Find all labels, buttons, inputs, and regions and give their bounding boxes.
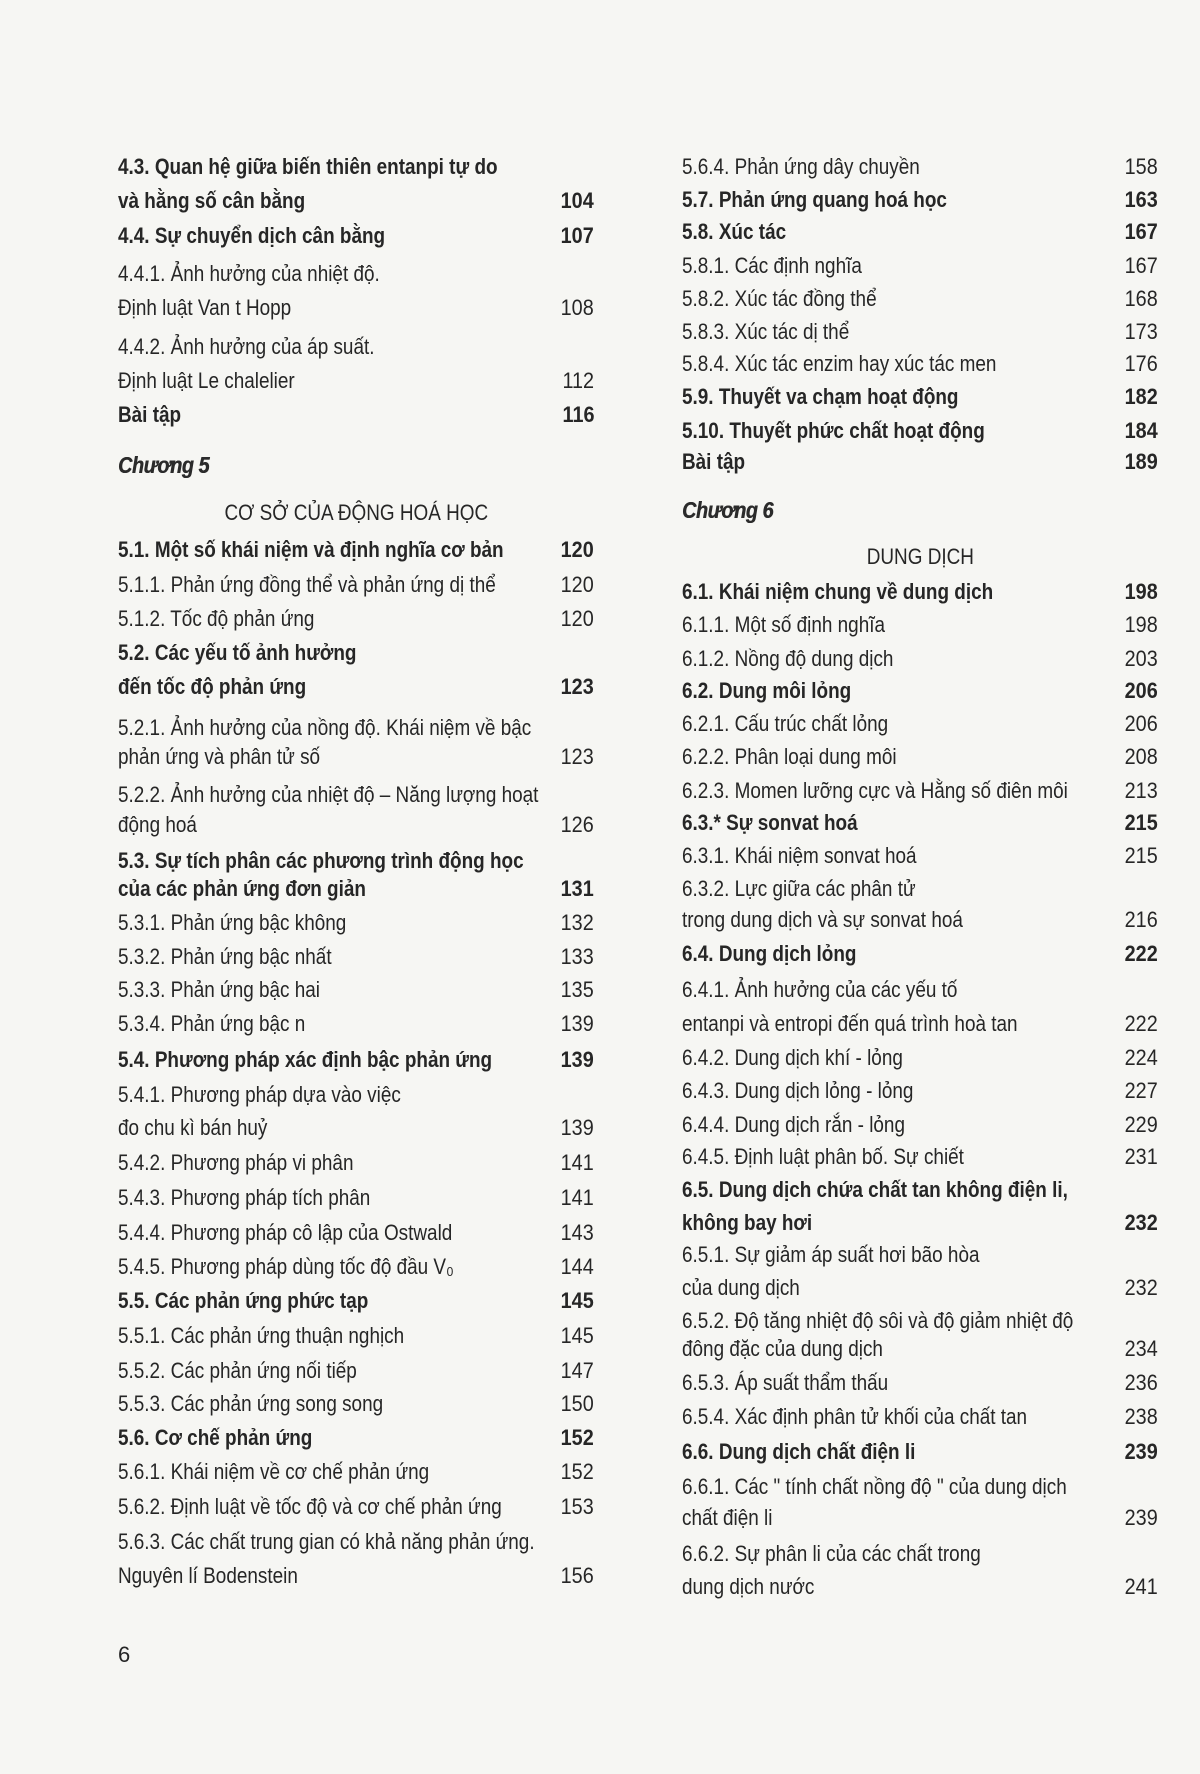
toc-entry-title: 6.1.1. Một số định nghĩa <box>682 612 886 637</box>
toc-entry-page: 206 <box>1124 711 1158 736</box>
toc-entry-title: CƠ SỞ CỦA ĐỘNG HOÁ HỌC <box>224 500 488 525</box>
toc-entry <box>682 1043 1158 1073</box>
toc-entry-title: 6.5. Dung dịch chứa chất tan không điện li, <box>682 1177 1068 1202</box>
toc-entry-page: 173 <box>1124 319 1158 344</box>
toc-entry-page: 116 <box>562 402 594 427</box>
toc-entry <box>682 1437 1158 1467</box>
toc-entry-title: 6.4.4. Dung dịch rắn - lỏng <box>682 1112 905 1137</box>
toc-entry-title: 6.1. Khái niệm chung về dung dịch <box>682 579 994 604</box>
toc-entry <box>682 1368 1158 1398</box>
toc-entry-title: 5.8.4. Xúc tác enzim hay xúc tác men <box>682 351 997 376</box>
toc-entry-page: 215 <box>1124 843 1158 868</box>
toc-entry <box>682 1175 1158 1205</box>
toc-entry <box>682 1334 1158 1364</box>
toc-entry <box>118 1286 594 1316</box>
toc-entry-title: 4.3. Quan hệ giữa biến thiên entanpi tự do <box>118 154 498 179</box>
toc-entry <box>118 186 594 216</box>
toc-entry-page: 147 <box>560 1358 594 1383</box>
toc-entry <box>118 604 594 634</box>
toc-entry-title: 5.6.1. Khái niệm về cơ chế phản ứng <box>118 1459 430 1484</box>
toc-entry <box>118 293 594 323</box>
toc-entry-page: 139 <box>560 1047 594 1072</box>
toc-entry-title: 6.4.3. Dung dịch lỏng - lỏng <box>682 1078 914 1103</box>
toc-entry <box>682 185 1158 215</box>
toc-entry-page: 215 <box>1124 810 1158 835</box>
toc-entry-page: 120 <box>560 572 594 597</box>
chapter-title <box>682 542 1158 572</box>
toc-entry-title: 6.3.* Sự sonvat hoá <box>682 810 858 835</box>
toc-entry <box>118 1045 594 1075</box>
toc-entry <box>682 1208 1158 1238</box>
toc-entry-title: của các phản ứng đơn giản <box>118 876 366 901</box>
toc-entry-page: 135 <box>560 977 594 1002</box>
toc-entry <box>682 1472 1158 1502</box>
toc-entry-title: trong dung dịch và sự sonvat hoá <box>682 907 963 932</box>
toc-entry-title: DUNG DỊCH <box>866 544 974 569</box>
toc-entry-title: 6.5.4. Xác định phân tử khối của chất tan <box>682 1404 1028 1429</box>
toc-entry <box>118 1321 594 1351</box>
toc-entry-title: 5.4.3. Phương pháp tích phân <box>118 1185 371 1210</box>
toc-entry <box>682 416 1158 446</box>
chapter-label <box>118 450 594 480</box>
toc-entry <box>118 1457 594 1487</box>
toc-entry <box>682 251 1158 281</box>
toc-entry-title: 5.4. Phương pháp xác định bậc phản ứng <box>118 1047 493 1072</box>
toc-entry <box>118 400 594 430</box>
toc-entry <box>682 841 1158 871</box>
toc-entry <box>682 284 1158 314</box>
toc-entry-title: 5.7. Phản ứng quang hoá học <box>682 187 947 212</box>
toc-entry <box>682 742 1158 772</box>
toc-entry <box>118 1561 594 1591</box>
toc-entry-title: 5.9. Thuyết va chạm hoạt động <box>682 384 959 409</box>
toc-entry-page: 231 <box>1124 1144 1158 1169</box>
toc-entry-title: 6.6. Dung dịch chất điện li <box>682 1439 916 1464</box>
toc-entry <box>118 152 594 182</box>
toc-entry <box>118 259 594 289</box>
toc-entry <box>118 535 594 565</box>
toc-entry-page: 198 <box>1124 579 1158 604</box>
toc-entry-title: 5.6.3. Các chất trung gian có khả năng phản ứng. <box>118 1529 535 1554</box>
toc-entry-title: 5.3.1. Phản ứng bậc không <box>118 910 347 935</box>
toc-entry-title: 6.4.1. Ảnh hưởng của các yếu tố <box>682 977 958 1002</box>
toc-entry <box>682 1539 1158 1569</box>
toc-entry-title: dung dịch nước <box>682 1574 815 1599</box>
toc-entry <box>682 217 1158 247</box>
toc-entry-title: 6.4. Dung dịch lỏng <box>682 941 857 966</box>
toc-entry <box>118 332 594 362</box>
toc-entry-page: 132 <box>560 910 594 935</box>
toc-entry-page: 222 <box>1124 941 1158 966</box>
toc-entry-page: 139 <box>560 1011 594 1036</box>
toc-entry <box>682 644 1158 674</box>
toc-entry <box>118 1113 594 1143</box>
toc-entry-page: 123 <box>560 674 594 699</box>
toc-entry <box>118 1389 594 1419</box>
toc-entry <box>682 317 1158 347</box>
toc-entry-title: 5.5.1. Các phản ứng thuận nghịch <box>118 1323 405 1348</box>
toc-entry <box>682 1306 1158 1336</box>
toc-entry-page: 239 <box>1124 1505 1158 1530</box>
toc-entry <box>682 152 1158 182</box>
toc-entry-page: 158 <box>1124 154 1158 179</box>
toc-entry-title: 5.2.2. Ảnh hưởng của nhiệt độ – Năng lượng hoạt <box>118 782 539 807</box>
toc-entry <box>118 366 594 396</box>
toc-entry-page: 234 <box>1124 1336 1158 1361</box>
toc-entry-title: Bài tập <box>682 449 746 474</box>
toc-entry-page: 167 <box>1124 219 1158 244</box>
toc-entry-page: 203 <box>1124 646 1158 671</box>
toc-entry <box>682 1572 1158 1602</box>
toc-entry-page: 120 <box>560 606 594 631</box>
toc-entry <box>682 1273 1158 1303</box>
toc-entry-page: 139 <box>560 1115 594 1140</box>
toc-entry-title: động hoá <box>118 812 197 837</box>
toc-entry <box>682 1110 1158 1140</box>
toc-entry <box>118 672 594 702</box>
page-number: 6 <box>118 1642 131 1667</box>
toc-entry-page: 224 <box>1124 1045 1158 1070</box>
toc-entry <box>118 975 594 1005</box>
toc-entry-title: 6.5.2. Độ tăng nhiệt độ sôi và độ giảm nhiệt độ <box>682 1308 1074 1333</box>
toc-entry-title: 5.4.2. Phương pháp vi phân <box>118 1150 354 1175</box>
toc-entry-title: 5.8.1. Các định nghĩa <box>682 253 862 278</box>
toc-entry <box>682 776 1158 806</box>
toc-entry-title: 5.8. Xúc tác <box>682 219 787 244</box>
toc-entry-title: 5.5. Các phản ứng phức tạp <box>118 1288 369 1313</box>
toc-entry <box>118 1492 594 1522</box>
toc-entry-title: 4.4.1. Ảnh hưởng của nhiệt độ. <box>118 261 380 286</box>
toc-entry-page: 107 <box>560 223 594 248</box>
toc-entry <box>682 1503 1158 1533</box>
toc-entry <box>682 382 1158 412</box>
toc-entry-title: 6.5.3. Áp suất thẩm thấu <box>682 1370 889 1395</box>
toc-entry <box>682 447 1158 477</box>
toc-entry-page: 133 <box>560 944 594 969</box>
toc-entry-page: 238 <box>1124 1404 1158 1429</box>
toc-entry <box>682 1009 1158 1039</box>
toc-entry-page: 182 <box>1124 384 1158 409</box>
toc-entry-page: 222 <box>1124 1011 1158 1036</box>
toc-entry-page: 131 <box>560 876 594 901</box>
toc-entry <box>118 1218 594 1248</box>
toc-entry-page: 167 <box>1124 253 1158 278</box>
toc-entry-page: 229 <box>1124 1112 1158 1137</box>
toc-entry-title: 6.2.2. Phân loại dung môi <box>682 744 897 769</box>
toc-entry-title: 5.6.2. Định luật về tốc độ và cơ chế phản ứng <box>118 1494 502 1519</box>
toc-entry-title: 5.3. Sự tích phân các phương trình động học <box>118 848 524 873</box>
toc-entry-page: 104 <box>560 188 594 213</box>
toc-entry-title: 6.3.2. Lực giữa các phân tử <box>682 876 916 901</box>
toc-entry <box>682 1076 1158 1106</box>
toc-entry-page: 241 <box>1124 1574 1158 1599</box>
toc-entry <box>682 905 1158 935</box>
toc-entry-page: 150 <box>560 1391 594 1416</box>
toc-entry-page: 163 <box>1124 187 1158 212</box>
toc-entry-page: 239 <box>1124 1439 1158 1464</box>
toc-entry-title: Nguyên lí Bodenstein <box>118 1563 298 1588</box>
toc-entry-title: 5.1.1. Phản ứng đồng thể và phản ứng dị thể <box>118 572 496 597</box>
toc-entry-page: 213 <box>1124 778 1158 803</box>
toc-entry-title: 5.10. Thuyết phức chất hoạt động <box>682 418 985 443</box>
toc-entry-page: 168 <box>1124 286 1158 311</box>
toc-entry-title: Chương 5 <box>118 452 209 478</box>
toc-entry-title: 6.1.2. Nồng độ dung dịch <box>682 646 894 671</box>
toc-entry-page: 206 <box>1124 678 1158 703</box>
toc-entry <box>118 1183 594 1213</box>
toc-entry <box>682 610 1158 640</box>
toc-entry <box>682 874 1158 904</box>
toc-entry-page: 108 <box>560 295 594 320</box>
toc-entry-title: 5.2.1. Ảnh hưởng của nồng độ. Khái niệm về bậc <box>118 715 532 740</box>
toc-entry <box>118 874 594 904</box>
toc-entry <box>118 846 594 876</box>
toc-entry-title: không bay hơi <box>682 1210 813 1235</box>
toc-entry-page: 120 <box>560 537 594 562</box>
toc-entry-title: 4.4. Sự chuyển dịch cân bằng <box>118 223 386 248</box>
toc-entry-title: 6.6.2. Sự phân li của các chất trong <box>682 1541 981 1566</box>
toc-entry-title: 5.1. Một số khái niệm và định nghĩa cơ bản <box>118 537 504 562</box>
toc-entry-page: 126 <box>560 812 594 837</box>
chapter-title <box>118 498 594 528</box>
toc-right-column <box>682 0 1158 1700</box>
toc-entry <box>118 1423 594 1453</box>
toc-entry-title: đông đặc của dung dịch <box>682 1336 883 1361</box>
toc-entry-title: 5.6. Cơ chế phản ứng <box>118 1425 313 1450</box>
toc-entry-title: và hằng số cân bằng <box>118 188 306 213</box>
toc-entry-title: phản ứng và phân tử số <box>118 744 321 769</box>
toc-entry <box>118 1252 594 1282</box>
toc-entry-title: Định luật Van t Hopp <box>118 295 292 320</box>
toc-entry-page: 198 <box>1124 612 1158 637</box>
toc-entry <box>682 676 1158 706</box>
toc-entry-title: chất điện li <box>682 1505 773 1530</box>
toc-entry <box>118 1356 594 1386</box>
toc-entry <box>682 1142 1158 1172</box>
toc-entry-title: đến tốc độ phản ứng <box>118 674 307 699</box>
toc-entry <box>682 1402 1158 1432</box>
toc-entry <box>118 1527 594 1557</box>
toc-entry-title: 5.1.2. Tốc độ phản ứng <box>118 606 315 631</box>
toc-entry-page: 227 <box>1124 1078 1158 1103</box>
toc-entry-page: 153 <box>560 1494 594 1519</box>
toc-entry-title: 5.5.2. Các phản ứng nối tiếp <box>118 1358 357 1383</box>
toc-entry-title: 5.3.2. Phản ứng bậc nhất <box>118 944 332 969</box>
toc-entry <box>118 1080 594 1110</box>
chapter-label <box>682 495 1158 525</box>
toc-entry-title: 5.4.4. Phương pháp cô lập của Ostwald <box>118 1220 453 1245</box>
toc-entry-title: 5.8.2. Xúc tác đồng thể <box>682 286 877 311</box>
toc-entry <box>682 939 1158 969</box>
toc-entry-title: đo chu kì bán huỷ <box>118 1115 268 1140</box>
toc-entry-title: 6.6.1. Các " tính chất nồng độ " của dung dịch <box>682 1474 1067 1499</box>
toc-entry-page: 112 <box>562 368 594 393</box>
toc-entry-page: 184 <box>1124 418 1158 443</box>
toc-entry-title: 6.2.3. Momen lưỡng cực và Hằng số điên môi <box>682 778 1068 803</box>
toc-entry-title: 5.6.4. Phản ứng dây chuyền <box>682 154 920 179</box>
toc-entry-page: 152 <box>560 1425 594 1450</box>
toc-entry-page: 156 <box>560 1563 594 1588</box>
toc-entry <box>682 349 1158 379</box>
toc-entry-page: 123 <box>560 744 594 769</box>
toc-entry-page: 236 <box>1124 1370 1158 1395</box>
toc-entry <box>118 570 594 600</box>
toc-entry-title: 6.5.1. Sự giảm áp suất hơi bão hòa <box>682 1242 980 1267</box>
toc-entry-title: 6.2. Dung môi lỏng <box>682 678 852 703</box>
toc-entry-page: 145 <box>560 1323 594 1348</box>
toc-entry-title: 5.3.3. Phản ứng bậc hai <box>118 977 321 1002</box>
toc-entry-title: entanpi và entropi đến quá trình hoà tan <box>682 1011 1018 1036</box>
toc-entry-title: 6.2.1. Cấu trúc chất lỏng <box>682 711 889 736</box>
toc-entry <box>682 577 1158 607</box>
toc-entry-title: Bài tập <box>118 402 182 427</box>
toc-entry <box>118 908 594 938</box>
toc-entry-title: 5.4.1. Phương pháp dựa vào việc <box>118 1082 401 1107</box>
toc-left-column <box>118 0 594 1700</box>
toc-entry-title: Định luật Le chalelier <box>118 368 295 393</box>
toc-entry <box>118 942 594 972</box>
toc-entry <box>118 742 594 772</box>
toc-entry-page: 144 <box>560 1254 594 1279</box>
toc-entry-title: của dung dịch <box>682 1275 800 1300</box>
toc-entry-title: 5.4.5. Phương pháp dùng tốc độ đầu V₀ <box>118 1254 454 1279</box>
toc-entry-page: 216 <box>1124 907 1158 932</box>
toc-entry-title: 6.3.1. Khái niệm sonvat hoá <box>682 843 917 868</box>
toc-entry <box>118 810 594 840</box>
toc-entry <box>682 975 1158 1005</box>
toc-entry-title: 6.4.5. Định luật phân bố. Sự chiết <box>682 1144 964 1169</box>
toc-entry-title: 5.8.3. Xúc tác dị thể <box>682 319 850 344</box>
toc-entry <box>118 221 594 251</box>
toc-entry-page: 176 <box>1124 351 1158 376</box>
toc-entry-title: 5.2. Các yếu tố ảnh hưởng <box>118 640 357 665</box>
toc-entry-page: 208 <box>1124 744 1158 769</box>
toc-entry <box>118 1009 594 1039</box>
toc-entry-title: Chương 6 <box>682 497 773 523</box>
toc-entry <box>118 780 594 810</box>
toc-entry-page: 189 <box>1124 449 1158 474</box>
toc-entry-page: 141 <box>560 1150 594 1175</box>
toc-entry <box>118 713 594 743</box>
toc-entry-title: 4.4.2. Ảnh hưởng của áp suất. <box>118 334 375 359</box>
toc-entry-page: 232 <box>1124 1210 1158 1235</box>
toc-entry-title: 5.3.4. Phản ứng bậc n <box>118 1011 306 1036</box>
toc-entry-page: 232 <box>1124 1275 1158 1300</box>
toc-entry-page: 152 <box>560 1459 594 1484</box>
toc-entry <box>118 1148 594 1178</box>
toc-entry-page: 143 <box>560 1220 594 1245</box>
toc-entry-title: 5.5.3. Các phản ứng song song <box>118 1391 384 1416</box>
toc-entry-page: 145 <box>560 1288 594 1313</box>
toc-entry-page: 141 <box>560 1185 594 1210</box>
toc-entry-title: 6.4.2. Dung dịch khí - lỏng <box>682 1045 903 1070</box>
toc-entry <box>118 638 594 668</box>
toc-entry <box>682 709 1158 739</box>
toc-entry <box>682 808 1158 838</box>
toc-entry <box>682 1240 1158 1270</box>
